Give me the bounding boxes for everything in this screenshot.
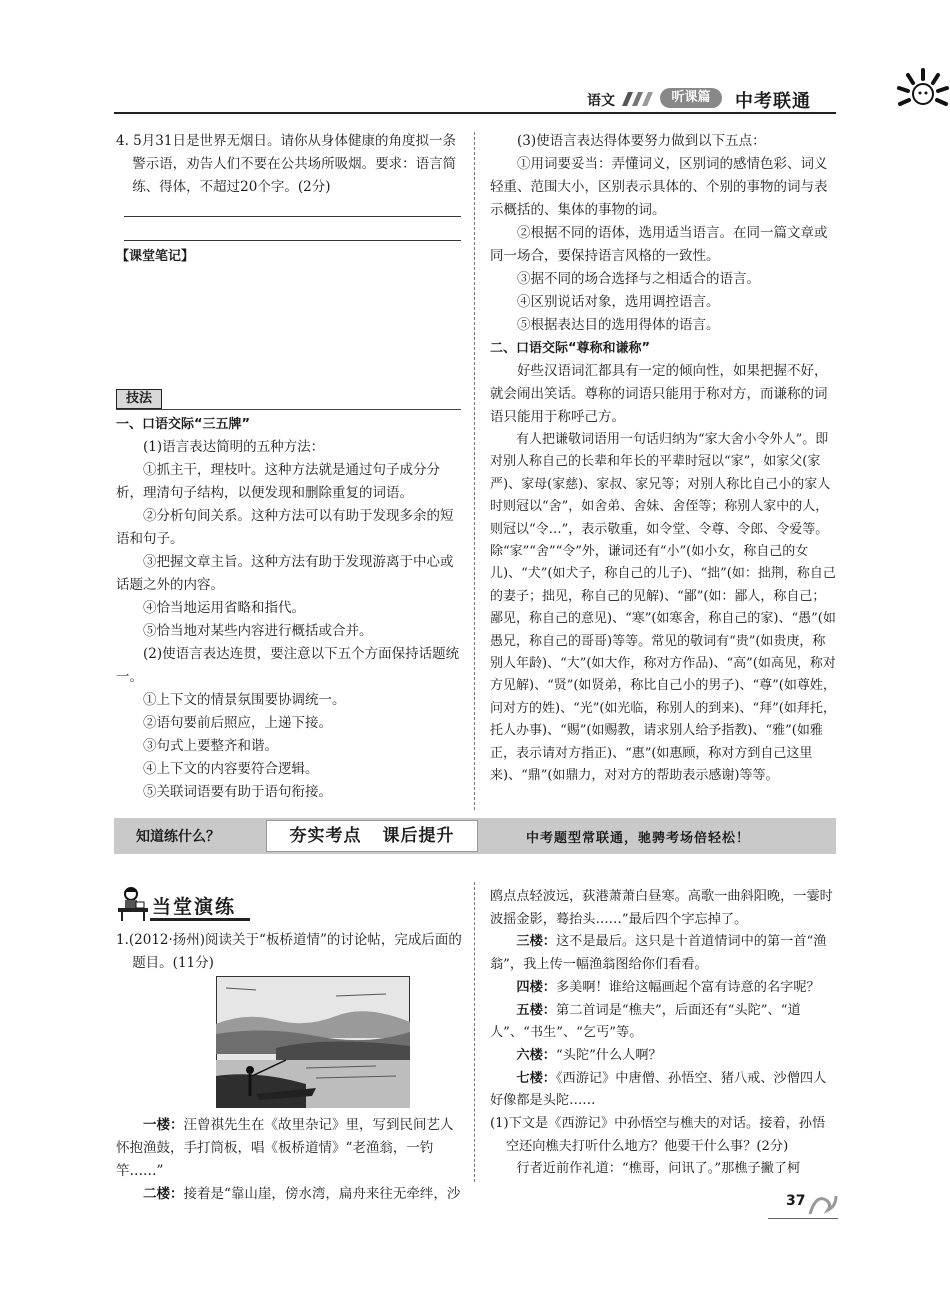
section-banner	[114, 818, 836, 854]
banner-title: 夯实考点 课后提升	[266, 820, 478, 852]
floor-text: “头陀”什么人啊？	[555, 1047, 662, 1063]
practice-title: 当堂演练	[152, 896, 237, 918]
page-number-rule	[768, 1218, 838, 1219]
banner-slogan: 中考题型常联通，驰骋考场倍轻松！	[526, 831, 751, 846]
paragraph: ①上下文的情景氛围要协调统一。	[143, 692, 346, 708]
paragraph: (1)语言表达简明的五种方法：	[143, 439, 325, 455]
column-divider-bottom	[474, 882, 475, 1182]
sun-logo-icon	[896, 66, 950, 118]
question-4: 4. 5月31日是世界无烟日。请你从身体健康的角度拟一条警示语，劝告人们不要在公共场所吸烟。要求：语言简练、得体，不超过20个字。(2分)	[116, 133, 457, 195]
floor-label: 六楼：	[516, 1047, 556, 1063]
section-1-title: 一、口语交际“三五牌”	[116, 417, 251, 432]
paragraph: ③把握文章主旨。这种方法有助于发现游离于中心或话题之外的内容。	[116, 554, 454, 593]
floor-text: 这不是最后。这只是十首道情词中的第一首“渔翁”，我上传一幅渔翁图给你们看看。	[490, 934, 827, 973]
paragraph: ⑤关联词语要有助于语句衔接。	[143, 784, 332, 800]
paragraph: (3)使语言表达得体要努力做到以下五点：	[517, 133, 766, 149]
paragraph: ②分析句间关系。这种方法可以有助于发现多余的短语和句子。	[116, 508, 454, 547]
floor-text: 《西游记》中唐僧、孙悟空、猪八戒、沙僧四人好像都是头陀……	[490, 1070, 827, 1109]
header-badge: 听课篇	[660, 88, 722, 108]
page-number-block	[768, 1190, 838, 1224]
floor-post	[490, 931, 836, 976]
excerpt: 行者近前作礼道：“樵哥，问讯了。”那樵子撇了柯	[516, 1161, 801, 1177]
floor-text: 接着是“靠山崖，傍水湾，扁舟来往无牵绊，沙	[183, 1186, 461, 1202]
header-rule	[114, 112, 836, 114]
answer-line-1[interactable]	[124, 216, 461, 217]
floor-post	[490, 1045, 836, 1068]
header-subject: 语文	[587, 93, 615, 109]
page-header	[114, 86, 836, 112]
left-column	[116, 130, 462, 199]
banner-left-text: 知道练什么？	[136, 829, 220, 845]
paragraph: ①用词要妥当：弄懂词义，区别词的感情色彩、词义轻重、范围大小，区别表示具体的、个别的事物的词与表示概括的、集体的事物的词。	[490, 156, 828, 218]
paragraph: 好些汉语词汇都具有一定的倾向性，如果把握不好，就会闹出笑话。尊称的词语只能用于称对方，而谦称的词语只能用于称呼己方。	[490, 363, 828, 425]
floor-text: 汪曾祺先生在《故里杂记》里，写到民间艺人怀抱渔鼓，手打筒板，唱《板桥道情》“老渔翁，一钓竿……”	[116, 1117, 454, 1179]
notes-label: 【课堂笔记】	[116, 249, 195, 264]
paragraph: ③句式上要整齐和谐。	[143, 738, 278, 754]
paragraph: ④上下文的内容要符合逻辑。	[143, 761, 319, 777]
paragraph: ⑤根据表达目的选用得体的语言。	[517, 317, 720, 333]
paragraph: ②根据不同的语体，选用适当语言。在同一篇文章或同一场合，要保持语言风格的一致性。	[490, 225, 828, 264]
floor-post	[116, 1183, 462, 1206]
floor-label: 七楼：	[516, 1070, 556, 1086]
floor-continuation: 鸥点点轻波远，荻港萧萧白昼寒。高歌一曲斜阳晚，一霎时波摇金影，蓦抬头……”最后四个字忘掉了。	[490, 889, 833, 927]
technique-section	[116, 413, 462, 804]
paragraph: ⑤恰当地对某些内容进行概括或合并。	[143, 623, 373, 639]
floor-label: 一楼：	[143, 1117, 184, 1133]
paragraph: ②语句要前后照应，上递下接。	[143, 715, 332, 731]
paragraph: 有人把谦敬词语用一句话归纳为“家大舍小令外人”。即对别人称自己的长辈和年长的平辈时冠以“家”，如家父(家严)、家母(家慈)、家叔、家兄等；对别人称比自己小的家人时则冠以“舍”，如舍弟、舍妹、舍侄等；称别人家中的人，则冠以“令…”，表示敬重，如令堂、令尊、令郎、令爱等。除“家”“舍”“令”外，谦词还有“小”(如小女，称自己的女儿)、“犬”(如犬子，称自己的儿子)、“拙”(如：拙荆，称自己的妻子；拙见，称自己的见解)、“鄙”(如：鄙人，称自己；鄙见，称自己的意见)、“寒”(如寒舍，称自己的家)、“愚”(如愚兄，称自己的哥哥)等等。常见的敬词有“贵”(如贵庚，称别人年龄)、“大”(如大作，称对方作品)、“高”(如高见，称对方见解)、“贤”(如贤弟，称比自己小的男子)、“尊”(如尊姓，问对方的姓)、“光”(如光临，称别人的到来)、“拜”(如拜托，托人办事)、“赐”(如赐教，请求别人给予指教)、“雅”(如雅正，表示请对方指正)、“惠”(如惠顾，称对方到自己这里来)、“鼎”(如鼎力，对对方的帮助表示感谢)等等。	[490, 432, 836, 784]
question-1: 1.(2012·扬州)阅读关于“板桥道情”的讨论帖，完成后面的题目。(11分)	[116, 932, 462, 971]
answer-line-2[interactable]	[124, 240, 461, 241]
paragraph: ④恰当地运用省略和指代。	[143, 600, 305, 616]
floor-text: 多美啊！谁给这幅画起个富有诗意的名字呢？	[555, 979, 820, 995]
column-divider	[474, 132, 475, 810]
floor-post	[490, 1000, 836, 1045]
paragraph: ①抓主干，理枝叶。这种方法就是通过句子成分分析，理清句子结构，以便发现和删除重复的词语。	[116, 462, 440, 501]
practice-title-underline	[150, 918, 250, 921]
section-2-title: 二、口语交际“尊称和谦称”	[490, 341, 651, 356]
floor-label: 二楼：	[143, 1186, 184, 1202]
floor-post	[490, 1068, 836, 1113]
floor-label: 五楼：	[516, 1002, 556, 1018]
tag-technique: 技法	[116, 389, 162, 409]
floor-post	[116, 1114, 462, 1183]
fisherman-landscape-image	[216, 976, 410, 1108]
paragraph: ③据不同的场合选择与之相适合的语言。	[517, 271, 760, 287]
floors-right	[490, 886, 836, 1181]
paragraph: ④区别说话对象，选用调控语言。	[517, 294, 720, 310]
wave-icon	[808, 1190, 838, 1216]
student-at-desk-icon	[116, 886, 150, 922]
floor-text: 第二首词是“樵夫”，后面还有“头陀”、“道人”、“书生”、“乞丐”等。	[490, 1002, 801, 1041]
header-title: 中考联通	[735, 91, 811, 112]
notes-area	[116, 245, 462, 268]
page-number: 37	[786, 1193, 806, 1209]
practice-question	[116, 929, 462, 975]
practice-heading	[116, 886, 256, 922]
right-column	[490, 130, 836, 788]
paragraph: (2)使语言表达连贯，要注意以下五个方面保持话题统一。	[116, 646, 460, 685]
sub-question-1: (1)下文是《西游记》中孙悟空与樵夫的对话。接着，孙悟空还向樵夫打听什么地方？他要干什么事？(2分)	[490, 1116, 826, 1154]
floor-label: 四楼：	[516, 979, 556, 995]
stripes-icon	[622, 92, 660, 106]
tag-rule	[116, 409, 461, 410]
floors-left	[116, 1114, 462, 1206]
floor-post	[490, 977, 836, 1000]
floor-label: 三楼：	[516, 934, 556, 950]
